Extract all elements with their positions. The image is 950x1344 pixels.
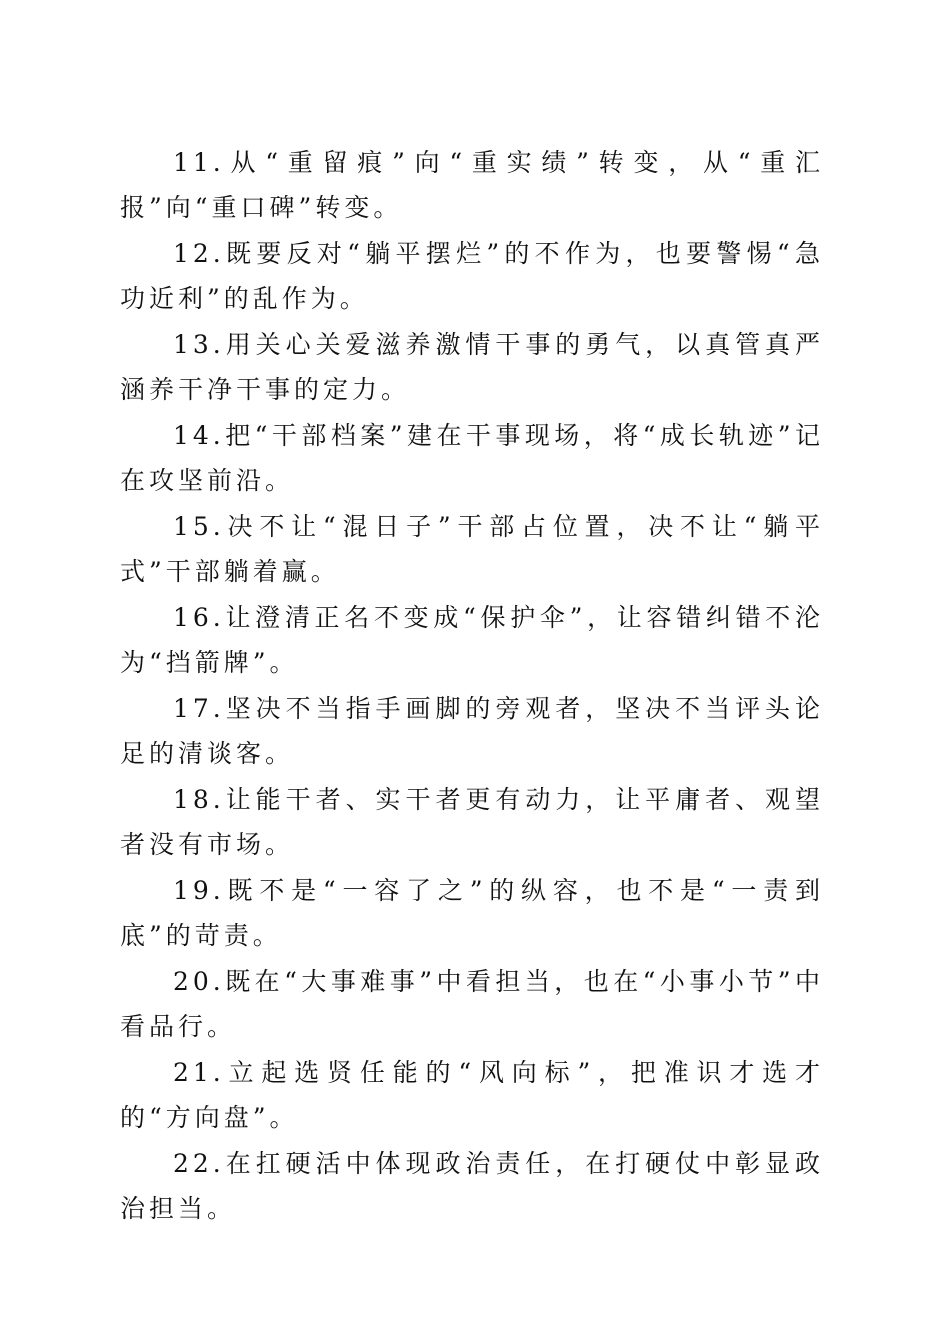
paragraph-14: 14.把“干部档案”建在干事现场，将“成长轨迹”记在攻坚前沿。 xyxy=(120,421,824,495)
document-body xyxy=(120,141,824,1233)
paragraph-19: 19.既不是“一容了之”的纵容，也不是“一责到底”的苛责。 xyxy=(120,876,824,950)
paragraph-16: 16.让澄清正名不变成“保护伞”，让容错纠错不沦为“挡箭牌”。 xyxy=(120,603,824,677)
paragraph-17: 17.坚决不当指手画脚的旁观者，坚决不当评头论足的清谈客。 xyxy=(120,694,824,768)
paragraph-22: 22.在扛硬活中体现政治责任，在打硬仗中彰显政治担当。 xyxy=(120,1149,824,1223)
paragraph-18: 18.让能干者、实干者更有动力，让平庸者、观望者没有市场。 xyxy=(120,785,824,859)
paragraph-20: 20.既在“大事难事”中看担当，也在“小事小节”中看品行。 xyxy=(120,967,824,1041)
paragraph-21: 21.立起选贤任能的“风向标”，把准识才选才的“方向盘”。 xyxy=(120,1058,824,1132)
paragraph-15: 15.决不让“混日子”干部占位置，决不让“躺平式”干部躺着赢。 xyxy=(120,512,824,586)
paragraph-12: 12.既要反对“躺平摆烂”的不作为，也要警惕“急功近利”的乱作为。 xyxy=(120,239,824,313)
paragraph-13: 13.用关心关爱滋养激情干事的勇气，以真管真严涵养干净干事的定力。 xyxy=(120,330,824,404)
paragraph-11: 11.从“重留痕”向“重实绩”转变，从“重汇报”向“重口碑”转变。 xyxy=(120,148,824,222)
